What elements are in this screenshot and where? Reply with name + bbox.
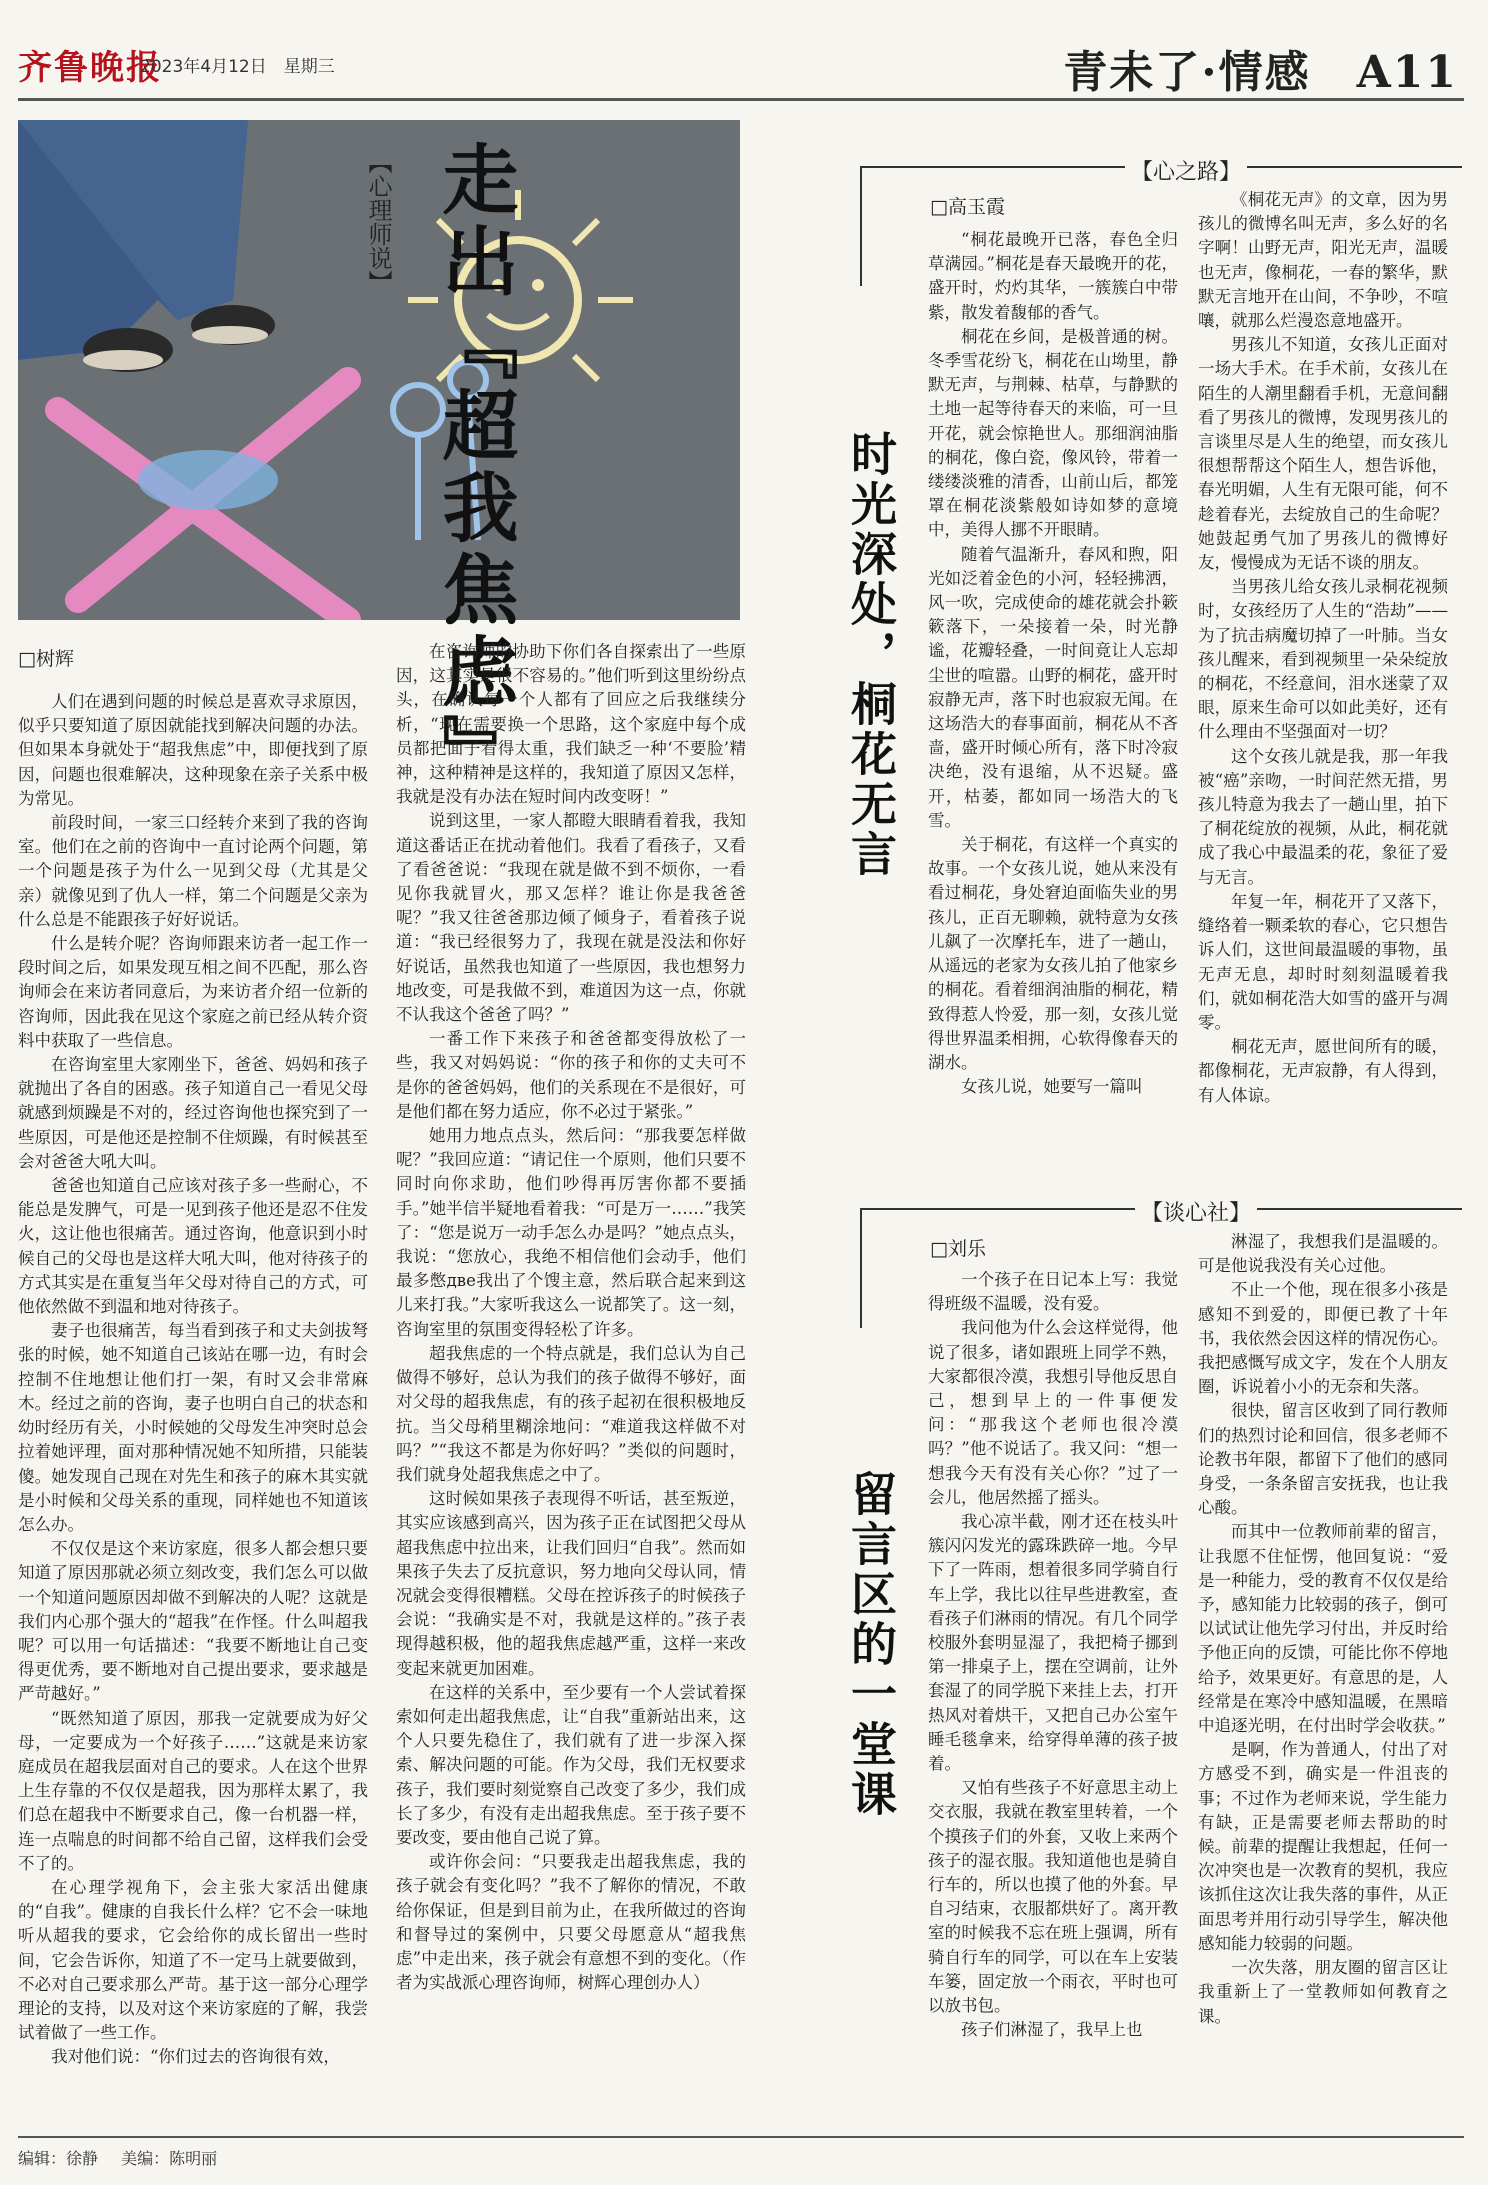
paragraph: 我对他们说：“你们过去的咨询很有效， bbox=[51, 2047, 340, 2067]
paragraph: 一个孩子在日记本上写：我觉得班级不温暖，没有爱。 bbox=[928, 1270, 1178, 1314]
paragraph: 我心凉半截，刚才还在枝头叶簇闪闪发光的露珠跌碎一地。今早下了一阵雨，想着很多同学骑自行车上学，我比以往早些进教室，查看孩子们淋雨的情况。有几个同学校服外套明显湿了，我把椅子挪到第一排桌子上，摆在空调前，让外套湿了的同学脱下来挂上去，打开热风对着烘干，又把自己办公室午睡毛毯拿来，给穿得单薄的孩子披着。 bbox=[928, 1512, 1178, 1774]
paragraph: 我问他为什么会这样觉得，他说了很多，诸如跟班上同学不熟，大家都很冷漠，我想引导他反思自己，想到早上的一件事便发问：“那我这个老师也很冷漠吗？”他不说话了。我又问：“想一想我今天有没有关心你？”过了一会儿，他居然摇了摇头。 bbox=[928, 1318, 1178, 1507]
paragraph: 年复一年，桐花开了又落下，缝络着一颗柔软的春心，它只想告诉人们，这世间最温暖的事物，虽无声无息，却时时刻刻温暖着我们，就如桐花浩大如雪的盛开与凋零。 bbox=[1198, 891, 1448, 1032]
article3-tag: 【谈心社】 bbox=[1135, 1196, 1257, 1227]
paragraph: 《桐花无声》的文章，因为男孩儿的微博名叫无声，多么好的名字啊！山野无声，阳光无声，温暖也无声，像桐花，一春的繁华，默默无言地开在山间，不争吵，不喧嚷，就那么烂漫恣意地盛开。 bbox=[1198, 190, 1448, 331]
editor-credit: 编辑：徐静 bbox=[18, 2149, 99, 2168]
article2-tag: 【心之路】 bbox=[1125, 155, 1247, 186]
article3-byline: □刘乐 bbox=[930, 1238, 986, 1260]
footer-credits bbox=[18, 2146, 235, 2169]
paragraph: 孩子们淋湿了，我早上也 bbox=[961, 2020, 1143, 2040]
paragraph: 而其中一位教师前辈的留言，让我愿不住怔愣，他回复说：“爱是一种能力，受的教育不仅仅是给予，感知能力比较弱的孩子，倒可以试试让他先学习付出，并反时给予他正向的反馈，可能比你不停地给予，效果更好。有意思的是，人经常是在寒冷中感知温暖，在黑暗中追逐光明，在付出时学会收获。” bbox=[1198, 1522, 1448, 1736]
paragraph: 又怕有些孩子不好意思主动上交衣服，我就在教室里转着，一个个摸孩子们的外套，又收上来两个孩子的湿衣服。我知道他也是骑自行车的，所以也摸了他的外套。早自习结束，衣服都烘好了。离开教室的时候我不忘在班上强调，所有骑自行车的同学，可以在车上安装车篓，固定放一个雨衣，平时也可以放书包。 bbox=[928, 1778, 1178, 2016]
paragraph: 人们在遇到问题的时候总是喜欢寻求原因，似乎只要知道了原因就能找到解决问题的办法。但如果本身就处于“超我焦虑”中，即便找到了原因，问题也很难解决，这种现象在亲子关系中极为常见。 bbox=[18, 692, 368, 808]
paragraph: 前段时间，一家三口经转介来到了我的咨询室。他们在之前的咨询中一直讨论两个问题，第一个问题是孩子为什么一见到父母（尤其是父亲）就像见到了仇人一样，第二个问题是父亲为什么总是不能跟孩子好好说话。 bbox=[18, 813, 368, 929]
paragraph: 淋湿了，我想我们是温暖的。可是他说我没有关心过他。 bbox=[1198, 1232, 1448, 1276]
article1-byline: □树辉 bbox=[18, 648, 74, 670]
article3-column-2 bbox=[1198, 1230, 1448, 2130]
section-title: 青未了·情感 A11 bbox=[1063, 47, 1458, 98]
article2-column-1 bbox=[928, 228, 1178, 1168]
paragraph: 桐花在乡间，是极普通的树。冬季雪花纷飞，桐花在山坳里，静默无声，与荆棘、枯草，与静默的土地一起等待春天的来临，可一旦开花，就会惊艳世人。那细润油脂的桐花，像白瓷，像风铃，带着一缕缕淡雅的清香，山前山后，都笼罩在桐花淡紫般如诗如梦的意境中，美得人挪不开眼睛。 bbox=[928, 326, 1178, 540]
paragraph: 妻子也很痛苦，每当看到孩子和丈夫剑拔弩张的时候，她不知道自己该站在哪一边，有时会控制不住地想让他们打一架，有时又会非常麻木。经过之前的咨询，妻子也明白自己的状态和幼时经历有关，小时候她的父母发生冲突时总会拉着她评理，面对那种情况她不知所措，只能装傻。她发现自己现在对先生和孩子的麻木其实就是小时候和父母关系的重现，同样她也不知道该怎么办。 bbox=[18, 1321, 368, 1534]
newspaper-masthead: 齐鲁晚报 bbox=[18, 48, 162, 88]
article2-vertical-rule bbox=[860, 166, 862, 286]
paragraph: 在心理学视角下，会主张大家活出健康的“自我”。健康的自我长什么样？它不会一味地听从超我的要求，它会给你的成长留出一些时间，它会告诉你，知道了不一定马上就要做到，不必对自己要求那么严苛。基于这一部分心理学理论的支持，以及对这个来访家庭的了解，我尝试着做了一些工作。 bbox=[18, 1877, 368, 2043]
paragraph: 女孩儿说，她要写一篇叫 bbox=[961, 1077, 1143, 1097]
article2-column-2 bbox=[1198, 188, 1448, 1168]
paragraph: 或许你会问：“只要我走出超我焦虑，我的孩子就会有变化吗？”我不了解你的情况，不敢给你保证，但是到目前为止，在我所做过的咨询和督导过的案例中，只要父母愿意从“超我焦虑”中走出来，孩子就会有意想不到的变化。（作者为实战派心理咨询师，树辉心理创办人） bbox=[396, 1852, 746, 1993]
article-tag-psychologist: 【心理师说】 bbox=[364, 150, 392, 294]
paragraph: 在咨询室里大家刚坐下，爸爸、妈妈和孩子就抛出了各自的困惑。孩子知道自己一看见父母就感到烦躁是不对的，经过咨询他也探究到了一些原因，可是他还是控制不住烦躁，有时候甚至会对爸爸大吼大叫。 bbox=[18, 1055, 368, 1171]
paragraph: 随着气温渐升，春风和煦，阳光如泛着金色的小河，轻轻拂洒，风一吹，完成使命的雄花就会扑簌簌落下，一朵接着一朵，时光静谧，花瓣轻叠，一时间竟让人忘却尘世的喧嚣。山野的桐花，盛开时寂静无声，落下时也寂寂无闻。在这场浩大的春事面前，桐花从不吝啬，盛开时倾心所有，落下时冷寂决绝，没有退缩，从不迟疑。盛开，枯萎，都如同一场浩大的飞雪。 bbox=[928, 544, 1178, 830]
paragraph: 男孩儿不知道，女孩儿正面对一场大手术。在手术前，女孩儿在陌生的人潮里翻看手机，无意间翻看了男孩儿的微博，发现男孩儿的言谈里尽是人生的绝望，而女孩儿很想帮帮这个陌生人，想告诉他，春光明媚，人生有无限可能，何不趁着春光，去绽放自己的生命呢？她鼓起勇气加了男孩儿的微博好友，慢慢成为无话不谈的朋友。 bbox=[1198, 335, 1448, 573]
issue-date: 2023年4月12日 星期三 bbox=[140, 57, 335, 77]
article3-column-1 bbox=[928, 1268, 1178, 2128]
paragraph: 桐花无声，愿世间所有的暖，都像桐花，无声寂静，有人得到，有人体谅。 bbox=[1198, 1037, 1448, 1105]
paragraph: 爸爸也知道自己应该对孩子多一些耐心，不能总是发脾气，可是一见到孩子他还是忍不住发火，这让他也很痛苦。通过咨询，他意识到小时候自己的父母也是这样大吼大叫，他对待孩子的方式其实是在重复当年父母对待自己的方式，可他依然做不到温和地对待孩子。 bbox=[18, 1176, 368, 1317]
article3-vertical-rule bbox=[860, 1208, 862, 1328]
paragraph: 在这样的关系中，至少要有一个人尝试着探索如何走出超我焦虑，让“自我”重新站出来，这个人只要先稳住了，我们就有了进一步深入探索、解决问题的可能。作为父母，我们无权要求孩子，我们要时刻觉察自己改变了多少，我们成长了多少，有没有走出超我焦虑。至于孩子要不要改变，要由他自己说了算。 bbox=[396, 1682, 746, 1847]
footer-divider bbox=[18, 2136, 1464, 2138]
paragraph: 她用力地点点头，然后问：“那我要怎样做呢？”我回应道：“请记住一个原则，他们只要不同时向你求助，他们吵得再厉害你都不要插手。”她半信半疑地看着我：“可是万一……”我笑了：“您是说万一动手怎么办是吗？”她点点头，我说：“您放心，我绝不相信他们会动手，他们最多憋две我出了个馊主意，然后联合起来到这儿来打我。”大家听我这么一说都笑了。这一刻，咨询室里的氛围变得轻松了许多。 bbox=[396, 1126, 746, 1339]
article1-column-2 bbox=[396, 640, 746, 2130]
paragraph: 超我焦虑的一个特点就是，我们总认为自己做得不够好，总认为我们的孩子做得不够好，面对父母的超我焦虑，有的孩子起初在很积极地反抗。当父母稍里糊涂地问：“难道我这样做不对吗？”“我这不都是为你好吗？”类似的问题时，我们就身处超我焦虑之中了。 bbox=[396, 1343, 746, 1484]
paragraph: 这时候如果孩子表现得不听话，甚至叛逆，其实应该感到高兴，因为孩子正在试图把父母从超我焦虑中拉出来，让我们回归“自我”。然而如果孩子失去了反抗意识，努力地向父母认同，情况就会变得很糟糕。父母在控诉孩子的时候孩子会说：“我确实是不对，我就是这样的。”孩子表现得越积极，他的超我焦虑越严重，这样一来改变起来就更加困难。 bbox=[396, 1489, 746, 1678]
paragraph: 当男孩儿给女孩儿录桐花视频时，女孩经历了人生的“浩劫”——为了抗击病魔切掉了一叶肺。当女孩儿醒来，看到视频里一朵朵绽放的桐花，不经意间，泪水迷蒙了双眼，原来生命可以如此美好，还有什么理由不坚强面对一切？ bbox=[1198, 577, 1448, 742]
article1-column-1 bbox=[18, 690, 368, 2130]
paragraph: 什么是转介呢？咨询师跟来访者一起工作一段时间之后，如果发现互相之间不匹配，那么咨询师会在来访者同意后，为来访者介绍一位新的咨询师，因此我在见这个家庭之前已经从转介资料中获取了一些信息。 bbox=[18, 934, 368, 1050]
paragraph: 在咨询师的协助下你们各自探索出了一些原因，这其实是很不容易的。”他们听到这里纷纷点头，在确认每一个人都有了回应之后我继续分析，“现在需要换一个思路，这个家庭中每个成员都把面子看得太重，我们缺乏一种‘不要脸’精神，这种精神是这样的，我知道了原因又怎样，我就是没有办法在短时间内改变呀！” bbox=[396, 642, 746, 807]
article2-byline: □高玉霞 bbox=[930, 196, 1005, 218]
article-headline-superego-anxiety: 走出『超我焦虑』 bbox=[430, 140, 519, 796]
paragraph: 很快，留言区收到了同行教师们的热烈讨论和回信，很多老师不论教书年限，都留下了他们的感同身受，一条条留言安抚我，也让我心酸。 bbox=[1198, 1401, 1448, 1518]
paragraph: 一番工作下来孩子和爸爸都变得放松了一些，我又对妈妈说：“你的孩子和你的丈夫可不是你的爸爸妈妈，他们的关系现在不是很好，可是他们都在努力适应，你不必过于紧张。” bbox=[396, 1029, 746, 1121]
paragraph: 不止一个他，现在很多小孩是感知不到爱的，即便已教了十年书，我依然会因这样的情况伤心。我把感慨写成文字，发在个人朋友圈，诉说着小小的无奈和失落。 bbox=[1198, 1280, 1448, 1397]
paragraph: 关于桐花，有这样一个真实的故事。一个女孩儿说，她从来没有看过桐花，身处窘迫面临失业的男孩儿，正百无聊赖，就特意为女孩儿飙了一次摩托车，进了一趟山，从遥远的老家为女孩儿拍了他家乡的桐花。看着细润油脂的桐花，精致得惹人怜爱，那一刻，女孩儿觉得世界温柔相拥，心软得像春天的湖水。 bbox=[928, 835, 1178, 1072]
article2-headline: 时光深处，桐花无言 bbox=[838, 430, 904, 880]
paragraph: “既然知道了原因，那我一定就要成为好父母，一定要成为一个好孩子……”这就是来访家庭成员在超我层面对自己的要求。人在这个世界上生存靠的不仅仅是超我，因为那样太累了，我们总在超我中不断要求自己，像一台机器一样，连一点喘息的时间都不给自己留，这样我们会受不了的。 bbox=[18, 1708, 368, 1873]
header-divider bbox=[18, 98, 1464, 101]
article3-headline: 留言区的一堂课 bbox=[838, 1470, 904, 1820]
paragraph: “桐花最晚开已落，春色全归草满园。”桐花是春天最晚开的花，盛开时，灼灼其华，一簇簇白中带紫，散发着馥郁的香气。 bbox=[928, 230, 1178, 322]
designer-credit: 美编：陈明丽 bbox=[121, 2149, 218, 2168]
paragraph: 是啊，作为普通人，付出了对方感受不到，确实是一件沮丧的事；不过作为老师来说，学生能力有缺，正是需要老师去帮助的时候。前辈的提醒让我想起，任何一次冲突也是一次教育的契机，我应该抓住这次让我失落的事件，从正面思考并用行动引导学生，解决他感知能力较弱的问题。 bbox=[1198, 1740, 1448, 1953]
paragraph: 不仅仅是这个来访家庭，很多人都会想只要知道了原因那就必须立刻改变，我们怎么可以做一个知道问题原因却做不到解决的人呢？这就是我们内心那个强大的“超我”在作怪。什么叫超我呢？可以用一句话描述：“我要不断地让自己变得更优秀，要不断地对自己提出要求，要求越是严苛越好。” bbox=[18, 1539, 368, 1704]
paragraph: 一次失落，朋友圈的留言区让我重新上了一堂教师如何教育之课。 bbox=[1198, 1958, 1448, 2026]
paragraph: 这个女孩儿就是我，那一年我被“癌”亲吻，一时间茫然无措，男孩儿特意为我去了一趟山里，拍下了桐花绽放的视频，从此，桐花就成了我心中最温柔的花，象征了爱与无言。 bbox=[1198, 746, 1448, 887]
paragraph: 说到这里，一家人都瞪大眼睛看着我，我知道这番话正在扰动着他们。我看了看孩子，又看了看爸爸说：“我现在就是做不到不烦你，一看见你我就冒火，那又怎样？谁让你是我爸爸呢？”我又往爸爸那边倾了倾身子，看着孩子说道：“我已经很努力了，我现在就是没法和你好好说话，虽然我也知道了一些原因，我也想努力地改变，可是我做不到，难道因为这一点，你就不认我这个爸爸了吗？” bbox=[396, 811, 746, 1025]
